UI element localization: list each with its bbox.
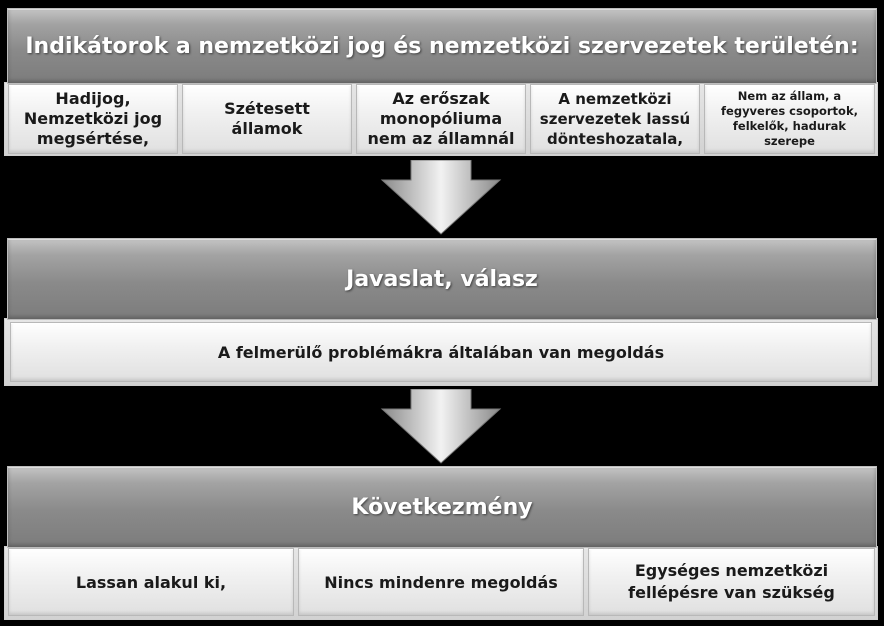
- indicator-text-4: A nemzetközi szervezetek lassú dönteshozatala,: [539, 90, 691, 148]
- consequence-text-1: Lassan alakul ki,: [75, 572, 227, 592]
- down-arrow-icon: [380, 160, 502, 236]
- indicator-text-1: Hadijog, Nemzetközi jog megsértése,: [23, 89, 163, 148]
- indicator-box-3: [356, 84, 526, 154]
- indicators-header: [7, 8, 877, 84]
- indicators-title: Indikátorok a nemzetközi jog és nemzetközi szervezetek területén:: [25, 33, 859, 59]
- consequence-box-1: [8, 548, 294, 616]
- consequence-title: Következmény: [351, 494, 533, 520]
- consequence-text-2: Nincs mindenre megoldás: [324, 572, 558, 592]
- indicator-box-4: [530, 84, 700, 154]
- consequence-box-2: [298, 548, 584, 616]
- indicator-text-3: Az erőszak monopóliuma nem az államnál: [367, 89, 515, 148]
- proposal-header: [7, 238, 877, 320]
- consequence-box-3: [588, 548, 875, 616]
- indicator-box-2: [182, 84, 352, 154]
- proposal-title: Javaslat, válasz: [346, 266, 538, 292]
- indicator-text-2: Szétesett államok: [224, 99, 310, 138]
- indicator-box-5: [704, 84, 875, 154]
- indicator-box-1: [8, 84, 178, 154]
- consequence-header: [7, 466, 877, 548]
- down-arrow-icon: [380, 389, 502, 465]
- indicator-text-5: Nem az állam, a fegyveres csoportok, felkelők, hadurak szerepe: [721, 89, 858, 148]
- proposal-text: A felmerülő problémákra általában van megoldás: [217, 342, 665, 362]
- proposal-box: [10, 322, 872, 382]
- consequence-text-3: Egységes nemzetközi fellépésre van szükség: [628, 561, 835, 602]
